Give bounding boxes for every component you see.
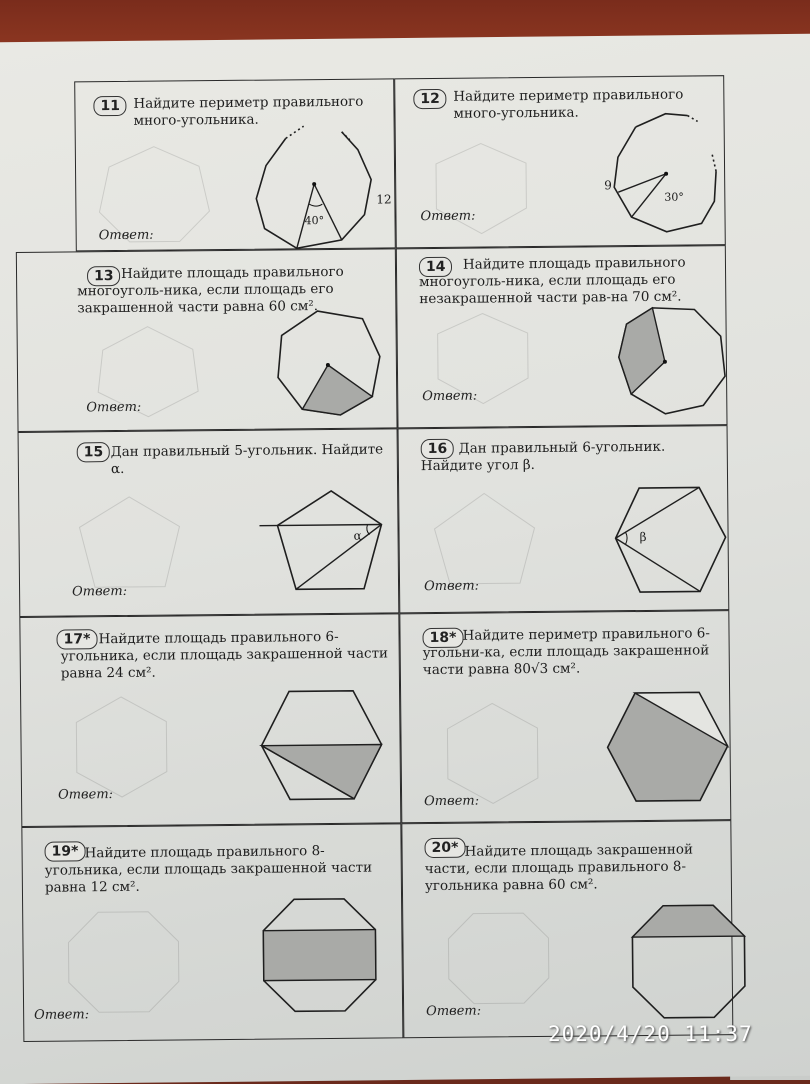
task-text: Найдите площадь правильного 8-угольника, если площадь закрашенной части равна 12 см². <box>44 843 373 896</box>
task-number: 13 <box>87 266 121 286</box>
ghost-polygon-figure <box>443 908 554 1009</box>
ghost-polygon-figure <box>437 698 548 809</box>
answer-label: Ответ: <box>34 1007 90 1023</box>
task-card-12 <box>394 75 726 248</box>
hexagon-figure <box>257 684 388 805</box>
angle-label: 30° <box>664 190 684 204</box>
task-card-11 <box>74 78 396 251</box>
task-number: 17* <box>56 629 97 649</box>
alpha-label: α <box>353 528 362 543</box>
task-card-17 <box>19 613 401 827</box>
task-number: 20* <box>424 838 465 858</box>
answer-label: Ответ: <box>57 787 114 803</box>
angle-label: 40° <box>304 214 325 228</box>
answer-label: Ответ: <box>420 208 476 225</box>
task-card-18 <box>399 610 731 823</box>
task-number: 19* <box>44 841 85 861</box>
polygon-figure <box>595 101 726 232</box>
task-card-13 <box>16 248 398 432</box>
polygon-figure <box>267 304 388 425</box>
task-number: 14 <box>419 257 453 277</box>
task-text: Дан правильный 5-угольник. Найдите α. <box>110 441 384 478</box>
task-text: Найдите площадь правильного 6-угольника, если площадь закрашенной части равна 24 см². <box>60 628 389 682</box>
task-card-16 <box>398 425 730 613</box>
task-number: 18* <box>422 628 463 648</box>
answer-label: Ответ: <box>424 793 480 810</box>
task-text: Найдите площадь правильного многоуголь-ника, если площадь его закрашенной части равна 60 см². <box>77 263 344 317</box>
task-card-15 <box>18 428 400 617</box>
photo-timestamp: 2020/4/20 11:37 <box>548 1022 753 1046</box>
ghost-polygon-figure <box>74 491 185 592</box>
answer-label: Ответ: <box>422 388 478 405</box>
side-length-label: 9 <box>604 178 612 193</box>
pentagon-figure <box>259 484 390 605</box>
task-grid <box>14 55 771 1052</box>
polygon-figure <box>612 301 733 422</box>
answer-label: Ответ: <box>72 583 128 600</box>
task-card-20 <box>401 820 733 1038</box>
ghost-polygon-figure <box>429 488 540 589</box>
beta-label: β <box>639 529 647 545</box>
task-text: Найдите площадь закрашенной части, если площадь правильного 8-угольника равна 60 см². <box>424 841 694 895</box>
task-number: 11 <box>93 96 127 116</box>
task-text: Найдите периметр правильного 6-угольни-ка, если площадь закрашенной части равна 80√3 см². <box>422 625 710 679</box>
hexagon-figure <box>609 481 730 602</box>
task-text: Найдите площадь правильного многоуголь-ника, если площадь его незакрашенной части рав-на 70 см². <box>419 254 686 308</box>
task-number: 16 <box>421 439 455 459</box>
task-text: Найдите периметр правильного много-угольника. <box>133 93 364 129</box>
answer-label: Ответ: <box>86 399 142 416</box>
answer-label: Ответ: <box>423 578 480 595</box>
task-number: 15 <box>77 442 111 462</box>
task-card-19 <box>21 823 403 1042</box>
side-length-label: 12 <box>376 192 392 207</box>
answer-label: Ответ: <box>426 1003 482 1020</box>
hexagon-figure <box>603 686 734 807</box>
answer-label: Ответ: <box>98 227 154 244</box>
ghost-polygon-figure <box>63 906 184 1017</box>
task-number: 12 <box>413 89 447 109</box>
task-text: Дан правильный 6-угольник. Найдите угол β. <box>420 438 666 475</box>
task-text: Найдите периметр правильного много-угольника. <box>453 86 684 122</box>
ghost-polygon-figure <box>66 691 177 802</box>
octagon-figure <box>259 895 380 1021</box>
polygon-figure <box>246 120 377 251</box>
octagon-figure <box>628 901 749 1027</box>
task-card-14 <box>396 245 728 428</box>
